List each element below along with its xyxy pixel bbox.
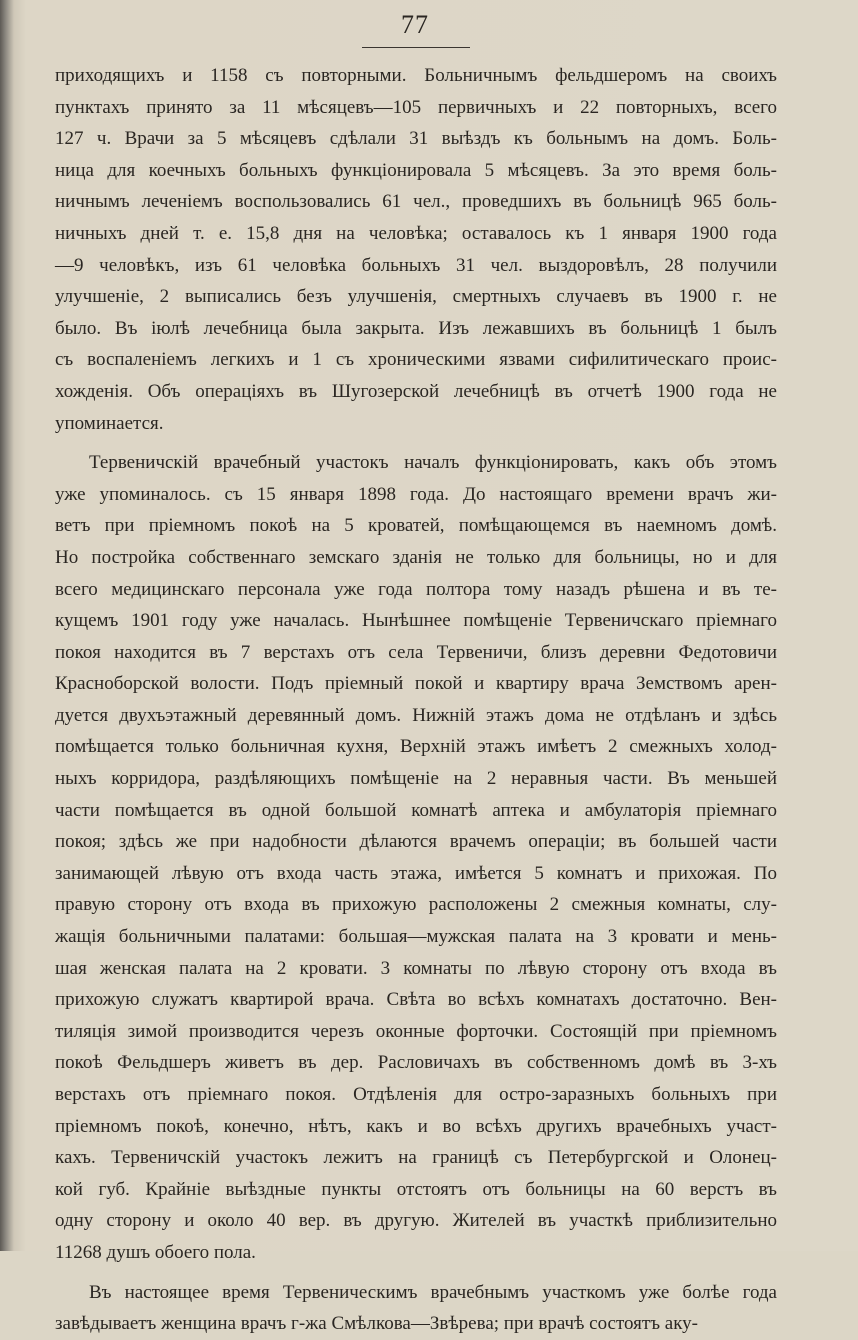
text-line: Тервеничскій врачебный участокъ началъ функціонировать, какъ объ этомъ	[89, 452, 777, 474]
text-line: уже упоминалось. съ 15 января 1898 года. До настоящаго времени врачъ жи-	[55, 483, 777, 505]
page-number: 77	[401, 10, 429, 39]
text-line: верстахъ отъ пріемнаго покоя. Отдѣленія для остро-заразныхъ больныхъ при	[55, 1084, 777, 1105]
text-line: покоя находится въ 7 верстахъ отъ села Тервеничи, близъ деревни Федотовичи	[55, 641, 777, 663]
text-line: покоя; здѣсь же при надобности дѣлаются врачемъ операціи; въ большей части	[55, 831, 777, 853]
text-line: ница для коечныхъ больныхъ функціонировала 5 мѣсяцевъ. За это время боль-	[55, 159, 777, 181]
paragraph	[55, 1277, 777, 1340]
text-line: правую сторону отъ входа въ прихожую расположены 2 смежныя комнаты, слу-	[55, 894, 777, 916]
text-line: упоминается.	[55, 412, 164, 434]
header-rule	[362, 47, 470, 48]
text-line: кахъ. Тервеничскій участокъ лежитъ на границѣ съ Петербургской и Олонец-	[55, 1147, 777, 1169]
text-line: кущемъ 1901 году уже началась. Нынѣшнее помѣщеніе Тервеничскаго пріемнаго	[55, 610, 777, 632]
text-line: пріемномъ покоѣ, конечно, нѣтъ, какъ и во всѣхъ другихъ врачебныхъ участ-	[55, 1115, 777, 1137]
text-line: кой губ. Крайніе выѣздные пункты отстоятъ отъ больницы на 60 верстъ въ	[55, 1178, 777, 1200]
text-line: одну сторону и около 40 вер. въ другую. Жителей въ участкѣ приблизительно	[55, 1210, 777, 1232]
text-line: пунктахъ принято за 11 мѣсяцевъ—105 первичныхъ и 22 повторныхъ, всего	[55, 96, 777, 118]
text-line: съ воспаленіемъ легкихъ и 1 съ хроническими язвами сифилитическаго проис-	[55, 349, 777, 371]
text-line: ничныхъ дней т. е. 15,8 дня на человѣка; оставалось къ 1 января 1900 года	[55, 222, 777, 244]
text-line: хожденія. Объ операціяхъ въ Шугозерской лечебницѣ въ отчетѣ 1900 года не	[55, 380, 777, 402]
text-line: было. Въ іюлѣ лечебница была закрыта. Изъ лежавшихъ въ больницѣ 1 былъ	[55, 317, 777, 339]
text-line: 11268 душъ обоего пола.	[55, 1241, 256, 1263]
text-line: всего медицинскаго персонала уже года полтора тому назадъ рѣшена и въ те-	[55, 578, 777, 600]
text-line: 127 ч. Врачи за 5 мѣсяцевъ сдѣлали 31 выѣздъ къ больнымъ на домъ. Боль-	[55, 128, 777, 150]
text-line: занимающей лѣвую отъ входа часть этажа, имѣется 5 комнатъ и прихожая. По	[55, 862, 777, 884]
text-line: ныхъ корридора, раздѣляющихъ помѣщеніе на 2 неравныя части. Въ меньшей	[55, 768, 777, 790]
text-line: ветъ при пріемномъ покоѣ на 5 кроватей, помѣщающемся въ наемномъ домѣ.	[55, 515, 777, 537]
text-line: Но постройка собственнаго земскаго зданія не только для больницы, но и для	[55, 546, 777, 568]
text-line: жащія больничными палатами: большая—мужская палата на 3 кровати и мень-	[55, 926, 777, 948]
text-line: —9 человѣкъ, изъ 61 человѣка больныхъ 31 чел. выздоровѣлъ, 28 получили	[55, 254, 777, 276]
text-line: завѣдываетъ женщина врачъ г-жа Смѣлкова—Звѣрева; при врачѣ состоятъ аку-	[55, 1313, 699, 1335]
paragraph-gap	[55, 439, 777, 447]
text-line: Красноборской волости. Подъ пріемный покой и квартиру врача Земствомъ арен-	[55, 673, 777, 695]
text-line: шая женская палата на 2 кровати. 3 комнаты по лѣвую сторону отъ входа въ	[55, 957, 777, 979]
text-line: части помѣщается въ одной большой комнатѣ аптека и амбулаторія пріемнаго	[55, 799, 777, 821]
text-line: улучшеніе, 2 выписались безъ улучшенія, смертныхъ случаевъ въ 1900 г. не	[55, 286, 777, 308]
paragraph	[55, 60, 777, 439]
text-line: помѣщается только больничная кухня, Верхній этажъ имѣетъ 2 смежныхъ холод-	[55, 736, 777, 758]
paragraph	[55, 447, 777, 1268]
text-line: покоѣ Фельдшеръ живетъ въ дер. Расловичахъ въ собственномъ домѣ въ 3-хъ	[55, 1052, 777, 1074]
text-line: дуется двухъэтажный деревянный домъ. Нижній этажъ дома не отдѣланъ и здѣсь	[55, 704, 777, 726]
text-line: прихожую служатъ квартирой врача. Свѣта во всѣхъ комнатахъ достаточно. Вен-	[55, 989, 777, 1011]
text-line: тиляція зимой производится черезъ оконные форточки. Состоящій при пріемномъ	[55, 1020, 777, 1042]
paragraph-gap	[55, 1269, 777, 1277]
text-line: ничнымъ леченіемъ воспользовались 61 чел., проведшихъ въ больницѣ 965 боль-	[55, 191, 777, 213]
text-line: Въ настоящее время Тервеническимъ врачебнымъ участкомъ уже болѣе года	[89, 1281, 777, 1303]
body-text	[55, 60, 777, 1340]
text-line: приходящихъ и 1158 съ повторными. Больничнымъ фельдшеромъ на своихъ	[55, 65, 777, 86]
